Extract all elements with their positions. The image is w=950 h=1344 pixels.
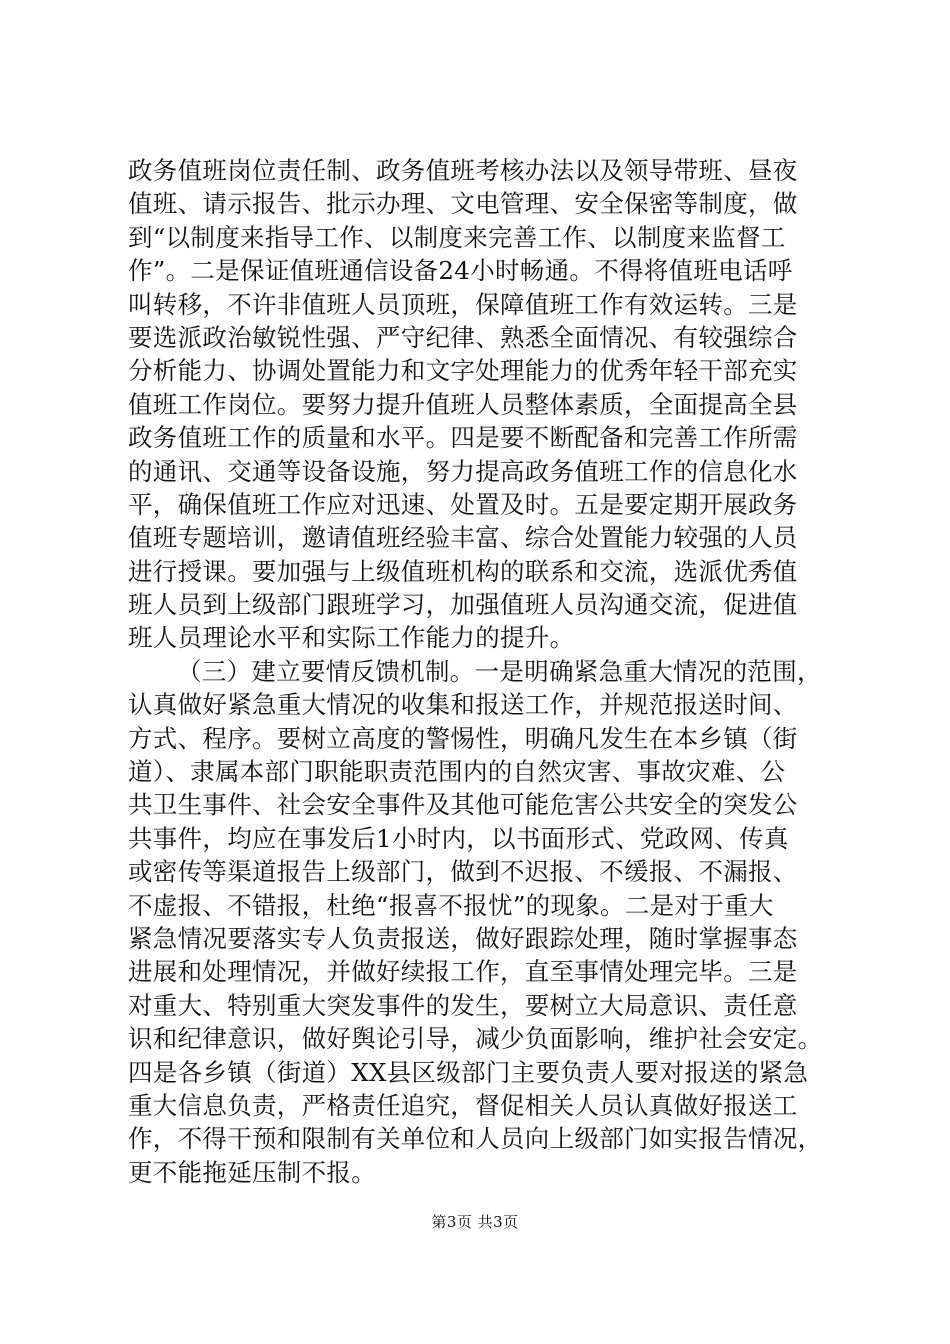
paragraph-line: 政务值班工作的质量和水平。四是要不断配备和完善工作所需 [128, 423, 798, 453]
paragraph-line: 识和纪律意识，做好舆论引导，减少负面影响，维护社会安定。 [128, 1024, 823, 1054]
paragraph-line: 要选派政治敏锐性强、严守纪律、熟悉全面情况、有较强综合 [128, 322, 798, 352]
paragraph-line: 共事件，均应在事发后1小时内，以书面形式、党政网、传真 [128, 823, 789, 853]
document-body [128, 154, 828, 1189]
paragraph-line: 值班专题培训，邀请值班经验丰富、综合处置能力较强的人员 [128, 523, 798, 553]
paragraph-line: 班人员到上级部门跟班学习，加强值班人员沟通交流，促进值 [128, 590, 798, 620]
paragraph-line: 政务值班岗位责任制、政务值班考核办法以及领导带班、昼夜 [128, 156, 798, 185]
paragraph-line: 方式、程序。要树立高度的警惕性，明确凡发生在本乡镇（街 [128, 723, 798, 753]
paragraph-line: 四是各乡镇（街道）XX县区级部门主要负责人要对报送的紧急 [128, 1057, 809, 1087]
paragraph-line: 更不能拖延压制不报。 [128, 1157, 376, 1187]
paragraph-line: 或密传等渠道报告上级部门，做到不迟报、不缓报、不漏报、 [128, 857, 798, 887]
paragraph-line: 进行授课。要加强与上级值班机构的联系和交流，选派优秀值 [128, 556, 798, 586]
paragraph-line: 平，确保值班工作应对迅速、处置及时。五是要定期开展政务 [128, 489, 798, 519]
paragraph-line: 作，不得干预和限制有关单位和人员向上级部门如实报告情况， [128, 1124, 823, 1154]
paragraph-line: 作”。二是保证值班通信设备24小时畅通。不得将值班电话呼 [128, 256, 793, 286]
paragraph-line: 分析能力、协调处置能力和文字处理能力的优秀年轻干部充实 [128, 356, 798, 386]
paragraph-line: 进展和处理情况，并做好续报工作，直至事情处理完毕。三是 [128, 957, 798, 987]
paragraph-line: 重大信息负责，严格责任追究，督促相关人员认真做好报送工 [128, 1090, 798, 1120]
paragraph-line: 对重大、特别重大突发事件的发生，要树立大局意识、责任意 [128, 990, 798, 1020]
paragraph-line: 不虚报、不错报，杜绝“报喜不报忧”的现象。二是对于重大 [128, 890, 774, 920]
paragraph-line: 道）、隶属本部门职能职责范围内的自然灾害、事故灾难、公 [128, 757, 786, 787]
paragraph-line: 值班、请示报告、批示办理、文电管理、安全保密等制度，做 [128, 189, 798, 219]
page-footer: 第3页 共3页 [431, 1213, 519, 1231]
paragraph-line: 认真做好紧急重大情况的收集和报送工作，并规范报送时间、 [128, 690, 798, 720]
paragraph-line: 班人员理论水平和实际工作能力的提升。 [128, 623, 575, 653]
paragraph-line: （三）建立要情反馈机制。一是明确紧急重大情况的范围， [177, 656, 822, 686]
paragraph-line: 紧急情况要落实专人负责报送，做好跟踪处理，随时掌握事态 [128, 923, 798, 953]
paragraph-line: 共卫生事件、社会安全事件及其他可能危害公共安全的突发公 [128, 790, 798, 820]
paragraph-line: 到“以制度来指导工作、以制度来完善工作、以制度来监督工 [128, 222, 786, 252]
paragraph-line: 叫转移，不许非值班人员顶班，保障值班工作有效运转。三是 [128, 289, 798, 319]
paragraph-line: 的通讯、交通等设备设施，努力提高政务值班工作的信息化水 [128, 456, 798, 486]
paragraph-line: 值班工作岗位。要努力提升值班人员整体素质，全面提高全县 [128, 389, 798, 419]
